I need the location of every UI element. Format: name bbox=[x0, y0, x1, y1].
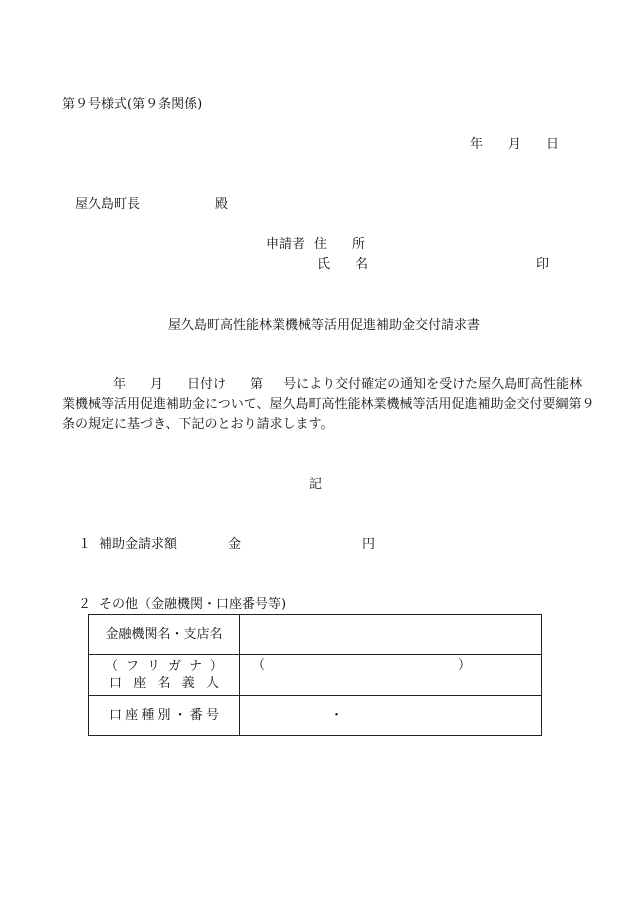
ki-heading: 記 bbox=[309, 477, 323, 492]
furigana-open-paren: （ bbox=[252, 658, 266, 673]
institution-value-cell[interactable] bbox=[240, 615, 542, 655]
body-line-2: 業機械等活用促進補助金について、屋久島町高性能林業機械等活用促進補助金交付要綱第９ bbox=[62, 397, 595, 412]
account-separator-dot: ・ bbox=[330, 708, 344, 723]
bank-row-institution bbox=[89, 615, 542, 655]
account-holder-label: 口 座 名 義 人 bbox=[109, 676, 219, 691]
account-type-number-label: 口 座 種 別 ・ 番 号 bbox=[109, 708, 219, 723]
address-label: 住 所 bbox=[314, 237, 366, 252]
item1-yen: 円 bbox=[362, 537, 376, 552]
document-title: 屋久島町高性能林業機械等活用促進補助金交付請求書 bbox=[168, 318, 481, 333]
item1-kin: 金 bbox=[228, 537, 242, 552]
seal-mark: 印 bbox=[536, 257, 550, 272]
date-line bbox=[470, 137, 559, 153]
addressee-title: 屋久島町長 bbox=[75, 197, 141, 212]
item2-label: その他（金融機関・口座番号等) bbox=[99, 597, 287, 612]
account-value-cell[interactable] bbox=[240, 696, 542, 736]
furigana-close-paren: ） bbox=[457, 658, 471, 673]
bank-row-holder bbox=[89, 655, 542, 696]
item1-number: １ bbox=[78, 537, 92, 552]
item2-number: ２ bbox=[78, 597, 92, 612]
body-line-3: 条の規定に基づき、下記のとおり請求します。 bbox=[62, 417, 334, 432]
addressee-honorific: 殿 bbox=[215, 197, 229, 212]
date-month: 月 bbox=[508, 137, 522, 152]
name-label: 氏 名 bbox=[317, 257, 369, 272]
furigana-label: （ フ リ ガ ナ ） bbox=[105, 659, 223, 674]
bank-table bbox=[88, 614, 542, 736]
body-line-1: 年 月 日付け 第 号により交付確定の通知を受けた屋久島町高性能林 bbox=[113, 377, 583, 392]
account-label-cell bbox=[89, 696, 240, 736]
date-day: 日 bbox=[546, 137, 560, 152]
institution-label-cell bbox=[89, 615, 240, 655]
applicant-label: 申請者 bbox=[266, 237, 306, 252]
holder-value-cell[interactable] bbox=[240, 655, 542, 696]
institution-label: 金融機関名・支店名 bbox=[105, 627, 223, 642]
date-year: 年 bbox=[470, 137, 484, 152]
item1-label: 補助金請求額 bbox=[99, 537, 178, 552]
form-number: 第９号様式(第９条関係) bbox=[62, 97, 203, 112]
bank-row-account bbox=[89, 696, 542, 736]
holder-label-cell bbox=[89, 655, 240, 696]
